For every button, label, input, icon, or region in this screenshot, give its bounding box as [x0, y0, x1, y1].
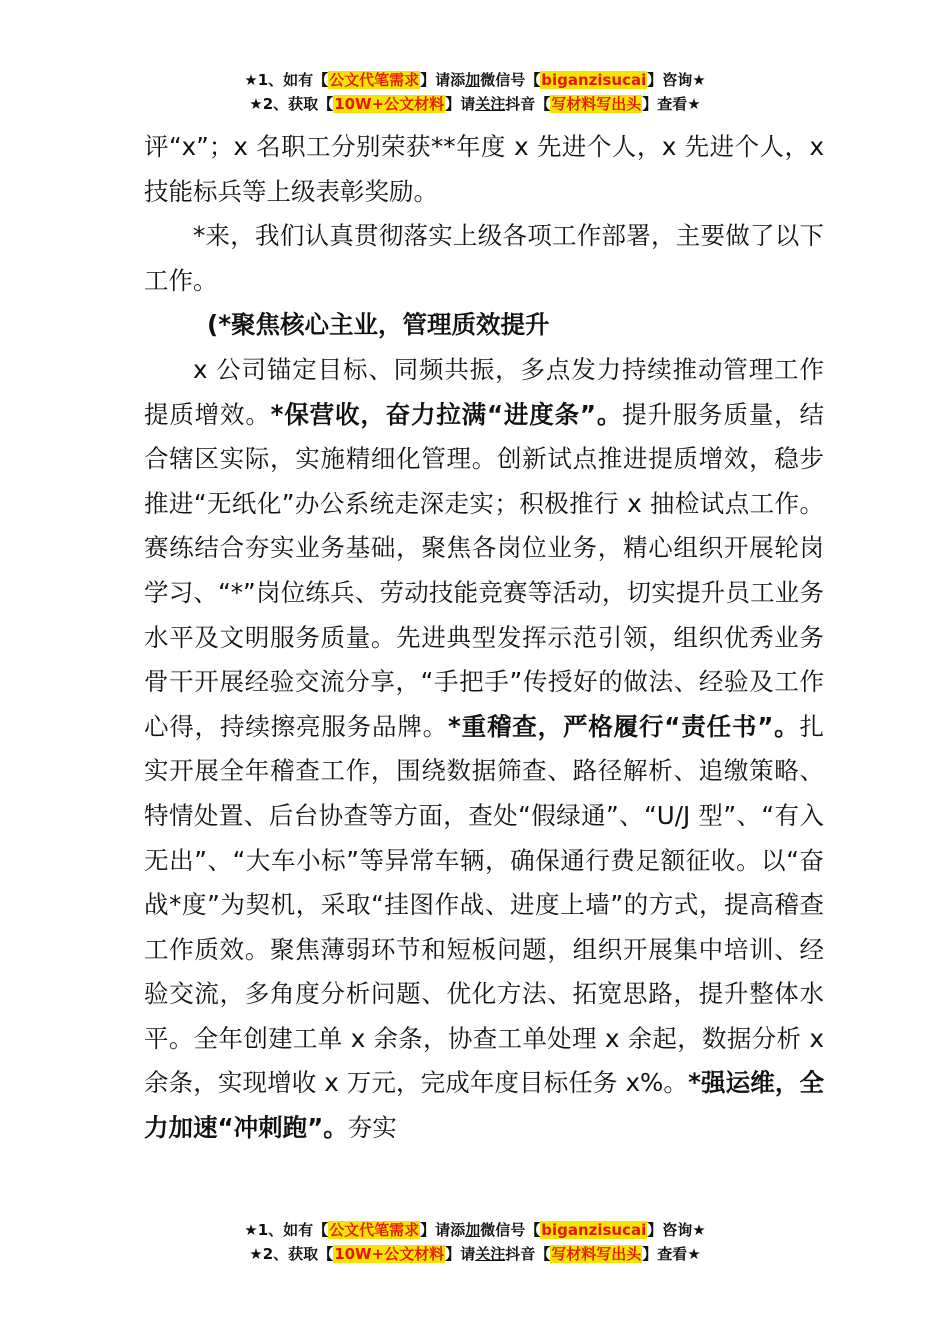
paragraph-continuation: 评“x”；x 名职工分别荣获**年度 x 先进个人，x 先进个人，x 技能标兵等上级表彰奖励。 [144, 132, 824, 206]
banner-text: 】请添 [420, 71, 466, 89]
banner-highlight: biganzisucai [541, 1221, 647, 1239]
banner-text: ★1、如有【 [244, 71, 329, 89]
banner-highlight: 10W+公文材料 [334, 95, 445, 113]
banner-underline: 关注 [475, 1245, 506, 1263]
banner-highlight: 写材料写出头 [551, 1245, 642, 1263]
banner-line-1 [0, 68, 950, 92]
banner-text: 微信号【 [480, 71, 541, 89]
banner-text: 】查看★ [642, 1245, 701, 1263]
header-banner [0, 68, 950, 116]
bold-subheading: *保营收，奋力拉满“进度条”。 [270, 399, 623, 429]
banner-underline: 加 [465, 71, 481, 89]
banner-text: ★2、获取【 [249, 1245, 334, 1263]
banner-line-2 [0, 1242, 950, 1266]
bold-subheading: *强运维，全力加速“冲刺跑”。 [144, 1068, 825, 1143]
banner-highlight: 公文代笔需求 [329, 1221, 420, 1239]
paragraph-intro: *来，我们认真贯彻落实上级各项工作部署，主要做了以下工作。 [144, 221, 824, 295]
banner-text: 】请 [445, 95, 476, 113]
banner-highlight: 写材料写出头 [551, 95, 642, 113]
banner-text: ★1、如有【 [244, 1221, 329, 1239]
banner-text: 】咨询★ [647, 71, 706, 89]
paragraph-text: 夯实 [347, 1113, 397, 1143]
banner-text: ★2、获取【 [249, 95, 334, 113]
banner-underline: 关注 [475, 95, 506, 113]
banner-line-2 [0, 92, 950, 116]
banner-text: 】咨询★ [647, 1221, 706, 1239]
banner-underline: 加 [465, 1221, 481, 1239]
footer-banner [0, 1218, 950, 1266]
section-heading: (*聚焦核心主业，管理质效提升 [207, 310, 550, 340]
paragraph-main [144, 348, 824, 1151]
banner-line-1 [0, 1218, 950, 1242]
paragraph-text: x 公司锚定目标、同频共振，多点发力持续推动管理工作提质增效。 [144, 354, 824, 429]
banner-text: 】查看★ [642, 95, 701, 113]
banner-text: 微信号【 [480, 1221, 541, 1239]
banner-highlight: 10W+公文材料 [334, 1245, 445, 1263]
banner-text: 】请 [445, 1245, 476, 1263]
banner-highlight: 公文代笔需求 [329, 71, 420, 89]
paragraph-text: 提升服务质量，结合辖区实际，实施精细化管理。创新试点推进提质增效，稳步推进“无纸化”办公系统走深走实；积极推行 x 抽检试点工作。赛练结合夯实业务基础，聚焦各岗位业务，精心组织开展轮岗学习、“*”岗位练兵、劳动技能竞赛等活动，切实提升员工业务水平及文明服务质量。先进典型发挥示范引领，组织优秀业务骨干开展经验交流分享，“手把手”传授好的做法、经验及工作心得，持续擦亮服务品牌。 [144, 399, 825, 741]
document-body [144, 125, 824, 1151]
paragraph-text: 扎实开展全年稽查工作，围绕数据筛查、路径解析、追缴策略、特情处置、后台协查等方面，查处“假绿通”、“U/J 型”、“有入无出”、“大车小标”等异常车辆，确保通行费足额征收。以“奋战*度”为契机，采取“挂图作战、进度上墙”的方式，提高稽查工作质效。聚焦薄弱环节和短板问题，组织开展集中培训、经验交流，多角度分析问题、优化方法、拓宽思路，提升整体水平。全年创建工单 x 余条，协查工单处理 x 余起，数据分析 x 余条，实现增收 x 万元，完成年度目标任务 x%。 [144, 711, 825, 1098]
bold-subheading: *重稽查，严格履行“责任书”。 [448, 711, 800, 741]
banner-text: 】请添 [420, 1221, 466, 1239]
banner-text: 抖音【 [505, 95, 551, 113]
banner-highlight: biganzisucai [541, 71, 647, 89]
banner-text: 抖音【 [505, 1245, 551, 1263]
